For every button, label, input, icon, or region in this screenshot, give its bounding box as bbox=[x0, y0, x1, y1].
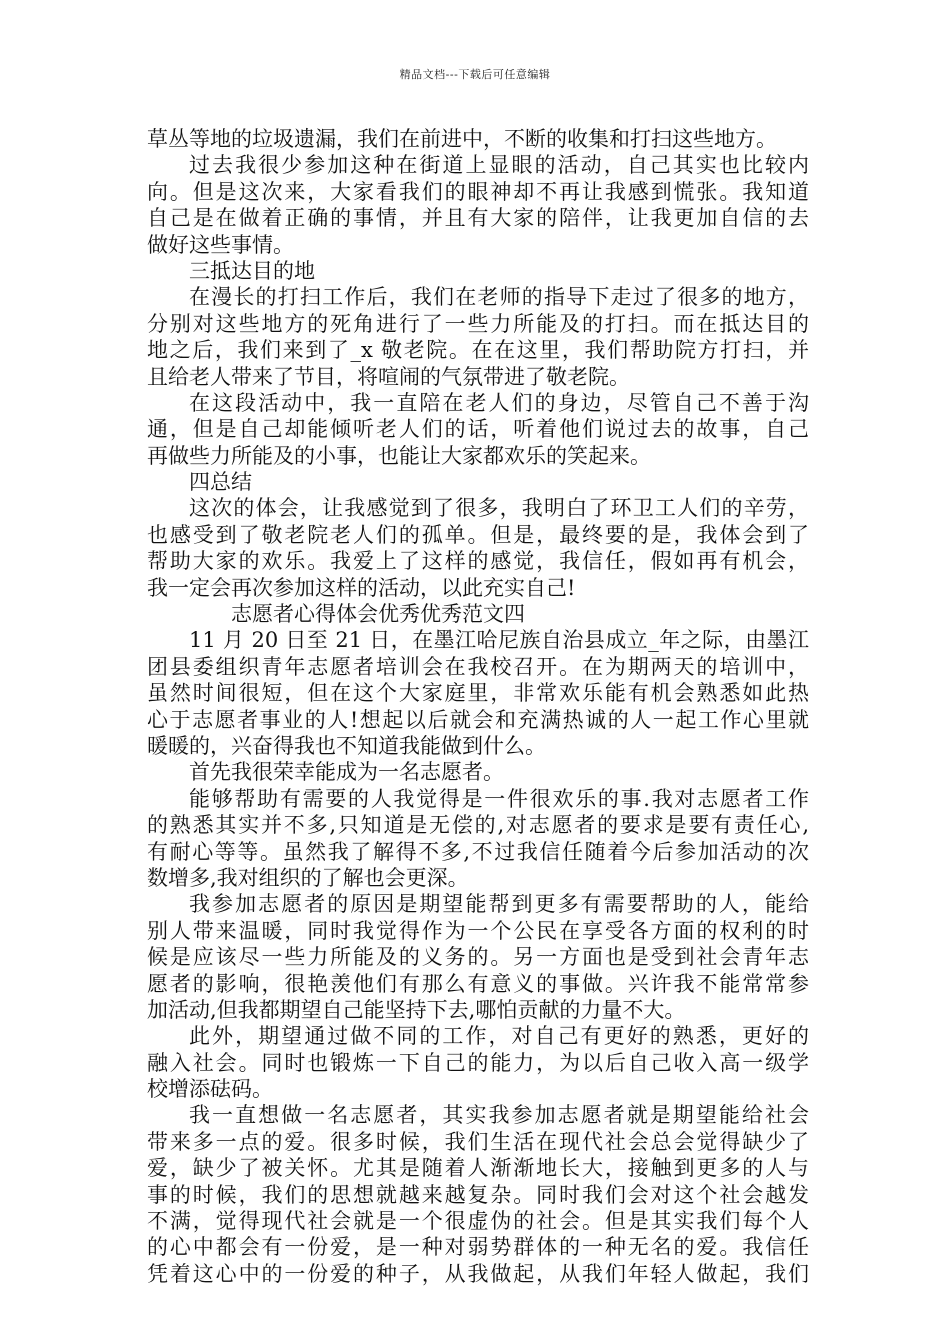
text-line: 虽然时间很短，但在这个大家庭里，非常欢乐能有机会熟悉如此热 bbox=[147, 681, 809, 706]
text-line: 凭着这心中的一份爱的种子，从我做起，从我们年轻人做起，我们 bbox=[147, 1261, 809, 1286]
text-line: 这次的体会，让我感觉到了很多，我明白了环卫工人们的辛劳， bbox=[189, 496, 809, 521]
text-line: 有耐心等等。虽然我了解得不多,不过我信任随着今后参加活动的次 bbox=[147, 839, 809, 864]
text-line: 心于志愿者事业的人!想起以后就会和充满热诚的人一起工作心里就 bbox=[147, 707, 809, 732]
text-line: 11 月 20 日至 21 日，在墨江哈尼族自治县成立_年之际，由墨江 bbox=[189, 628, 809, 653]
text-line: 别人带来温暖，同时我觉得作为一个公民在享受各方面的权利的时 bbox=[147, 918, 809, 943]
text-line: 也感受到了敬老院老人们的孤单。但是，最终要的是，我体会到了 bbox=[147, 522, 809, 547]
text-line: 在漫长的打扫工作后，我们在老师的指导下走过了很多的地方， bbox=[189, 285, 809, 310]
text-line: 向。但是这次来，大家看我们的眼神却不再让我感到慌张。我知道 bbox=[147, 179, 809, 204]
text-line: 此外，期望通过做不同的工作，对自己有更好的熟悉，更好的 bbox=[189, 1024, 809, 1049]
text-line: 做好这些事情。 bbox=[147, 232, 294, 257]
text-line: 愿者的影响，很艳羡他们有那么有意义的事做。兴许我不能常常参 bbox=[147, 971, 809, 996]
text-line: 的熟悉其实并不多,只知道是无偿的,对志愿者的要求是要有责任心, bbox=[147, 813, 809, 838]
text-line: 带来多一点的爱。很多时候，我们生活在现代社会总会觉得缺少了 bbox=[147, 1129, 809, 1154]
text-line: 不满，觉得现代社会就是一个很虚伪的社会。但是其实我们每个人 bbox=[147, 1209, 809, 1234]
text-line: 通，但是自己却能倾听老人们的话，听着他们说过去的故事，自己 bbox=[147, 417, 809, 442]
text-line: 分别对这些地方的死角进行了一些力所能及的打扫。而在抵达目的 bbox=[147, 311, 809, 336]
text-line: 的心中都会有一份爱，是一种对弱势群体的一种无名的爱。我信任 bbox=[147, 1235, 809, 1260]
text-line: 融入社会。同时也锻炼一下自己的能力，为以后自己收入高一级学 bbox=[147, 1050, 809, 1075]
section-heading: 四总结 bbox=[189, 470, 252, 495]
text-line: 团县委组织青年志愿者培训会在我校召开。在为期两天的培训中， bbox=[147, 654, 809, 679]
text-line: 候是应该尽一些力所能及的义务的。另一方面也是受到社会青年志 bbox=[147, 945, 809, 970]
text-line: 过去我很少参加这种在街道上显眼的活动，自己其实也比较内 bbox=[189, 153, 809, 178]
text-line: 数增多,我对组织的了解也会更深。 bbox=[147, 865, 469, 890]
text-line: 爱，缺少了被关怀。尤其是随着人渐渐地长大，接触到更多的人与 bbox=[147, 1156, 809, 1181]
text-line: 帮助大家的欢乐。我爱上了这样的感觉，我信任，假如再有机会， bbox=[147, 549, 809, 574]
text-line: 草丛等地的垃圾遗漏，我们在前进中，不断的收集和打扫这些地方。 bbox=[147, 127, 777, 151]
text-line: 我一定会再次参加这样的活动，以此充实自己! bbox=[147, 575, 576, 600]
text-line: 加活动,但我都期望自己能坚持下去,哪怕贡献的力量不大。 bbox=[147, 997, 686, 1022]
article-title: 志愿者心得体会优秀优秀范文四 bbox=[231, 602, 525, 627]
text-line: 地之后，我们来到了_x 敬老院。在在这里，我们帮助院方打扫，并 bbox=[147, 338, 809, 363]
page-header: 精品文档---下载后可任意编辑 bbox=[399, 68, 551, 81]
section-heading: 三抵达目的地 bbox=[189, 258, 315, 283]
text-line: 我一直想做一名志愿者，其实我参加志愿者就是期望能给社会 bbox=[189, 1103, 809, 1128]
text-line: 事的时候，我们的思想就越来越复杂。同时我们会对这个社会越发 bbox=[147, 1182, 809, 1207]
text-line: 自己是在做着正确的事情，并且有大家的陪伴，让我更加自信的去 bbox=[147, 206, 809, 231]
text-line: 在这段活动中，我一直陪在老人们的身边，尽管自己不善于沟 bbox=[189, 390, 809, 415]
text-line: 我参加志愿者的原因是期望能帮到更多有需要帮助的人，能给 bbox=[189, 892, 809, 917]
document-body bbox=[147, 126, 809, 1287]
text-line: 首先我很荣幸能成为一名志愿者。 bbox=[189, 760, 504, 785]
text-line: 再做些力所能及的小事，也能让大家都欢乐的笑起来。 bbox=[147, 443, 651, 468]
text-line: 暖暖的，兴奋得我也不知道我能做到什么。 bbox=[147, 733, 546, 758]
text-line: 校增添砝码。 bbox=[147, 1077, 273, 1102]
text-line: 且给老人带来了节目，将喧闹的气氛带进了敬老院。 bbox=[147, 364, 630, 389]
text-line: 能够帮助有需要的人我觉得是一件很欢乐的事.我对志愿者工作 bbox=[189, 786, 809, 811]
